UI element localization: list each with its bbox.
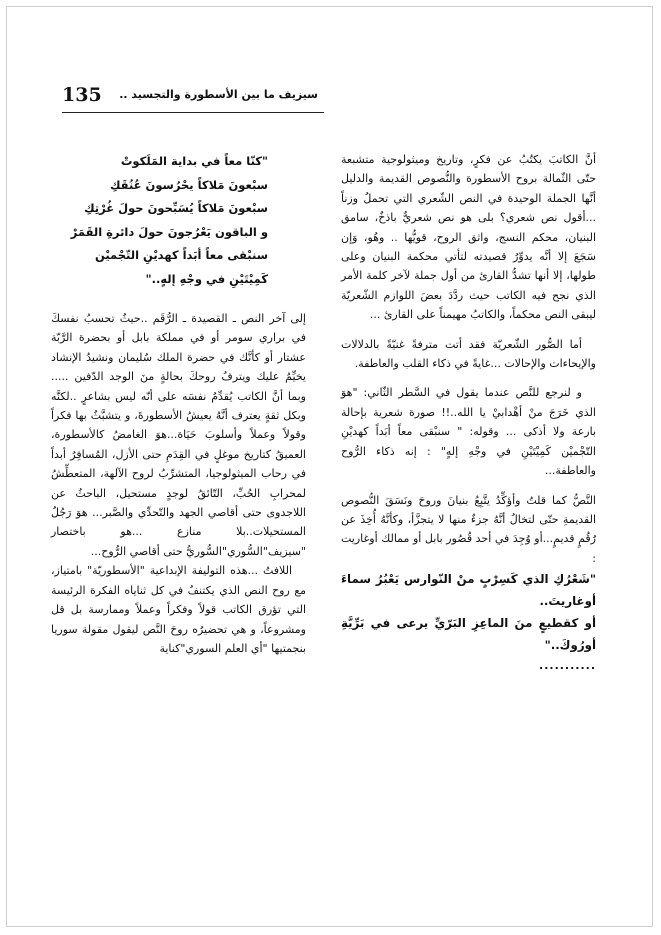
poem-line: سنبْقى معاً أبَداً كهديْنِ التّجْميْن (95, 248, 268, 262)
running-title: سيزيف ما بين الأسطورة والتجسيد .. (119, 88, 318, 101)
paragraph: النَّصُّ كما قلتُ وأؤكِّدُ يتَّبِعُ بنيانَ وروحَ ونَسَقَ النُّصوص القديمةِ حتّى لتخالُ أنَّهُ جزءٌ منها لا يتجزَّأ، وكأنَّهُ أُخِذَ عن رُقُمٍ قديمٍ...أو وُجِدَ في أحد قُصُور بابل أو ممالك أوغاريت : (341, 493, 596, 565)
poem-line: و الباقون يَعْرُجونَ حولَ دائرةِ القَمَرْ (70, 224, 268, 239)
left-column (51, 150, 306, 658)
block-quote: "شَعْرُكِ الذي كَسِرْبٍ منْ النّوارس يَعْبُرُ سماءَ أوغاريتَ.. (341, 572, 596, 609)
poem-line: "كنّا معاً في بداية المَلَكوتْ (120, 154, 268, 168)
poem-quote (51, 150, 306, 291)
header-rule (62, 112, 324, 113)
paragraph: و لنرجع للنَّص عندما يقول في السَّطر الثّاني: "هوَ الذي خَرَجَ منْ أهْدابيْ يا الله..!! صورة شعرية بإحالة بارعة ولا أذكى ... وقوله: " سنبْقى معاً أبَداً كهديْنِ التّجْميْن كَمِيْتَيْنِ في وجْهِ إلهٍ" : إنه ذكاء الرُّوح والعاطفة... (341, 386, 596, 478)
block-quote: أو كقطيعٍ منَ الماعِزِ البَرّيِّ يرعى في بَرِّيَّةِ أورُوكَ.." (341, 616, 596, 653)
poem-line: سبْعونَ مَلاكاً يُسَبِّحونَ حولَ غُرْتِكِ (84, 201, 268, 215)
poem-line: سبْعونَ مَلاكاً يحْرُسونَ عُنُقَكِ (109, 177, 268, 192)
ellipsis: ........... (539, 659, 596, 673)
page-number: 135 (62, 84, 102, 106)
paragraph: أما الصُّور الشّعريّة فقد أتت مترفةً غنيّةً بالدلالات والإيحاءات والإحالات ...غايةً في ذكاء القلب والعاطفة. (341, 337, 596, 371)
paragraph: أنَّ الكاتبَ يكتُبُ عن فكرٍ، وتاريخ وميثولوجية متشبعة حتّى الثّمالة بروح الأسطورة والنُّصوص القديمة والدليل أنَّها الجملة الوحيدة في النص الشّعري التي تحملُ وزناً ...أقول نص شعري؟ بلى هو نص شعريٌّ باذخٌ، سامق البنيان، محكم النسج، واثق الروح، قويُّها .. وهُو، وَإن سَجَعَ إلا أنَّه يدوِّرُ قصيدته لتأتي محكمة البنيان وعلى طولها، إلا أنها تشدُّ القارئ من أول جملة لآخر كلمة الأمر الذي نجح فيه الكاتب حيث ردَّدَ بعضَ اللوازم الشّعريّة ليبقى النص محكماً، والكاتبُ مهيمناً على القارئ ... (341, 153, 596, 322)
paragraph: إلى آخر النص ـ القصيدة ـ الرُّقَم ..حيثُ تحسبُ نفسكَ في براري سومر أو في مملكة بابل أو بحضرة الرَّبّة عشتار أو كأنَّك في حضرة الملك سُليمان ونشيدُ الإنشاد يخيِّمُ عليك ويترفُ روحكَ بحالةٍ منَ الوجد الدّفين ..... وبما أنَّ الكاتب يُقدِّمُ نفسَه على أنّه ليس بشاعرٍ ..لكنَّه وبكل ثقةٍ يعترف أنَّهُ يعيشُ الأسطورةَ، و يتشبَّثُ بها فكراً وقولاً وعملاً وأسلوبَ حَيَاة...هوَ الغامضُ كالأسطورة، العميقُ كتاريخ موغلٍ في القِدَمِ حتى الأزل، المُسافِرُ أبداً في رحاب الميثولوجيا، المتشرِّبُ لروح الآلهة، المتعطِّشُ لمحرابِ الحُبِّ، التّائقُ لوجدٍ مستحيل، الباحثُ عن اللاجدوى حتى أقاصي الجهد والتّحدِّي والصَّبر... هوَ رَجُلُ المستحيلات..بلا منازع ...هو باختصار "سيزيف"السُّوري"السُّوريُّ حتى أقاصي الرُّوح... (51, 312, 306, 558)
poem-line: كَمِيْتَيْنِ في وجْهِ إلهٍ.." (145, 271, 268, 286)
paragraph: اللافتُ ...هذه التوليفة الإبداعية "الأسطوريّة" بامتياز، مع روح النص الذي يكتنفُ في كل ثناياه الفكرة الرئيسة التي تؤرق الكاتب قولاً وفكراً وعملاً وممارسة بل قل ومشروعاً، و هي تحضيرُه روحَ النَّص ليقول مقولة سوريا بنجمتيها "أي العلم السوري"كناية (51, 564, 306, 655)
right-column (341, 150, 596, 676)
